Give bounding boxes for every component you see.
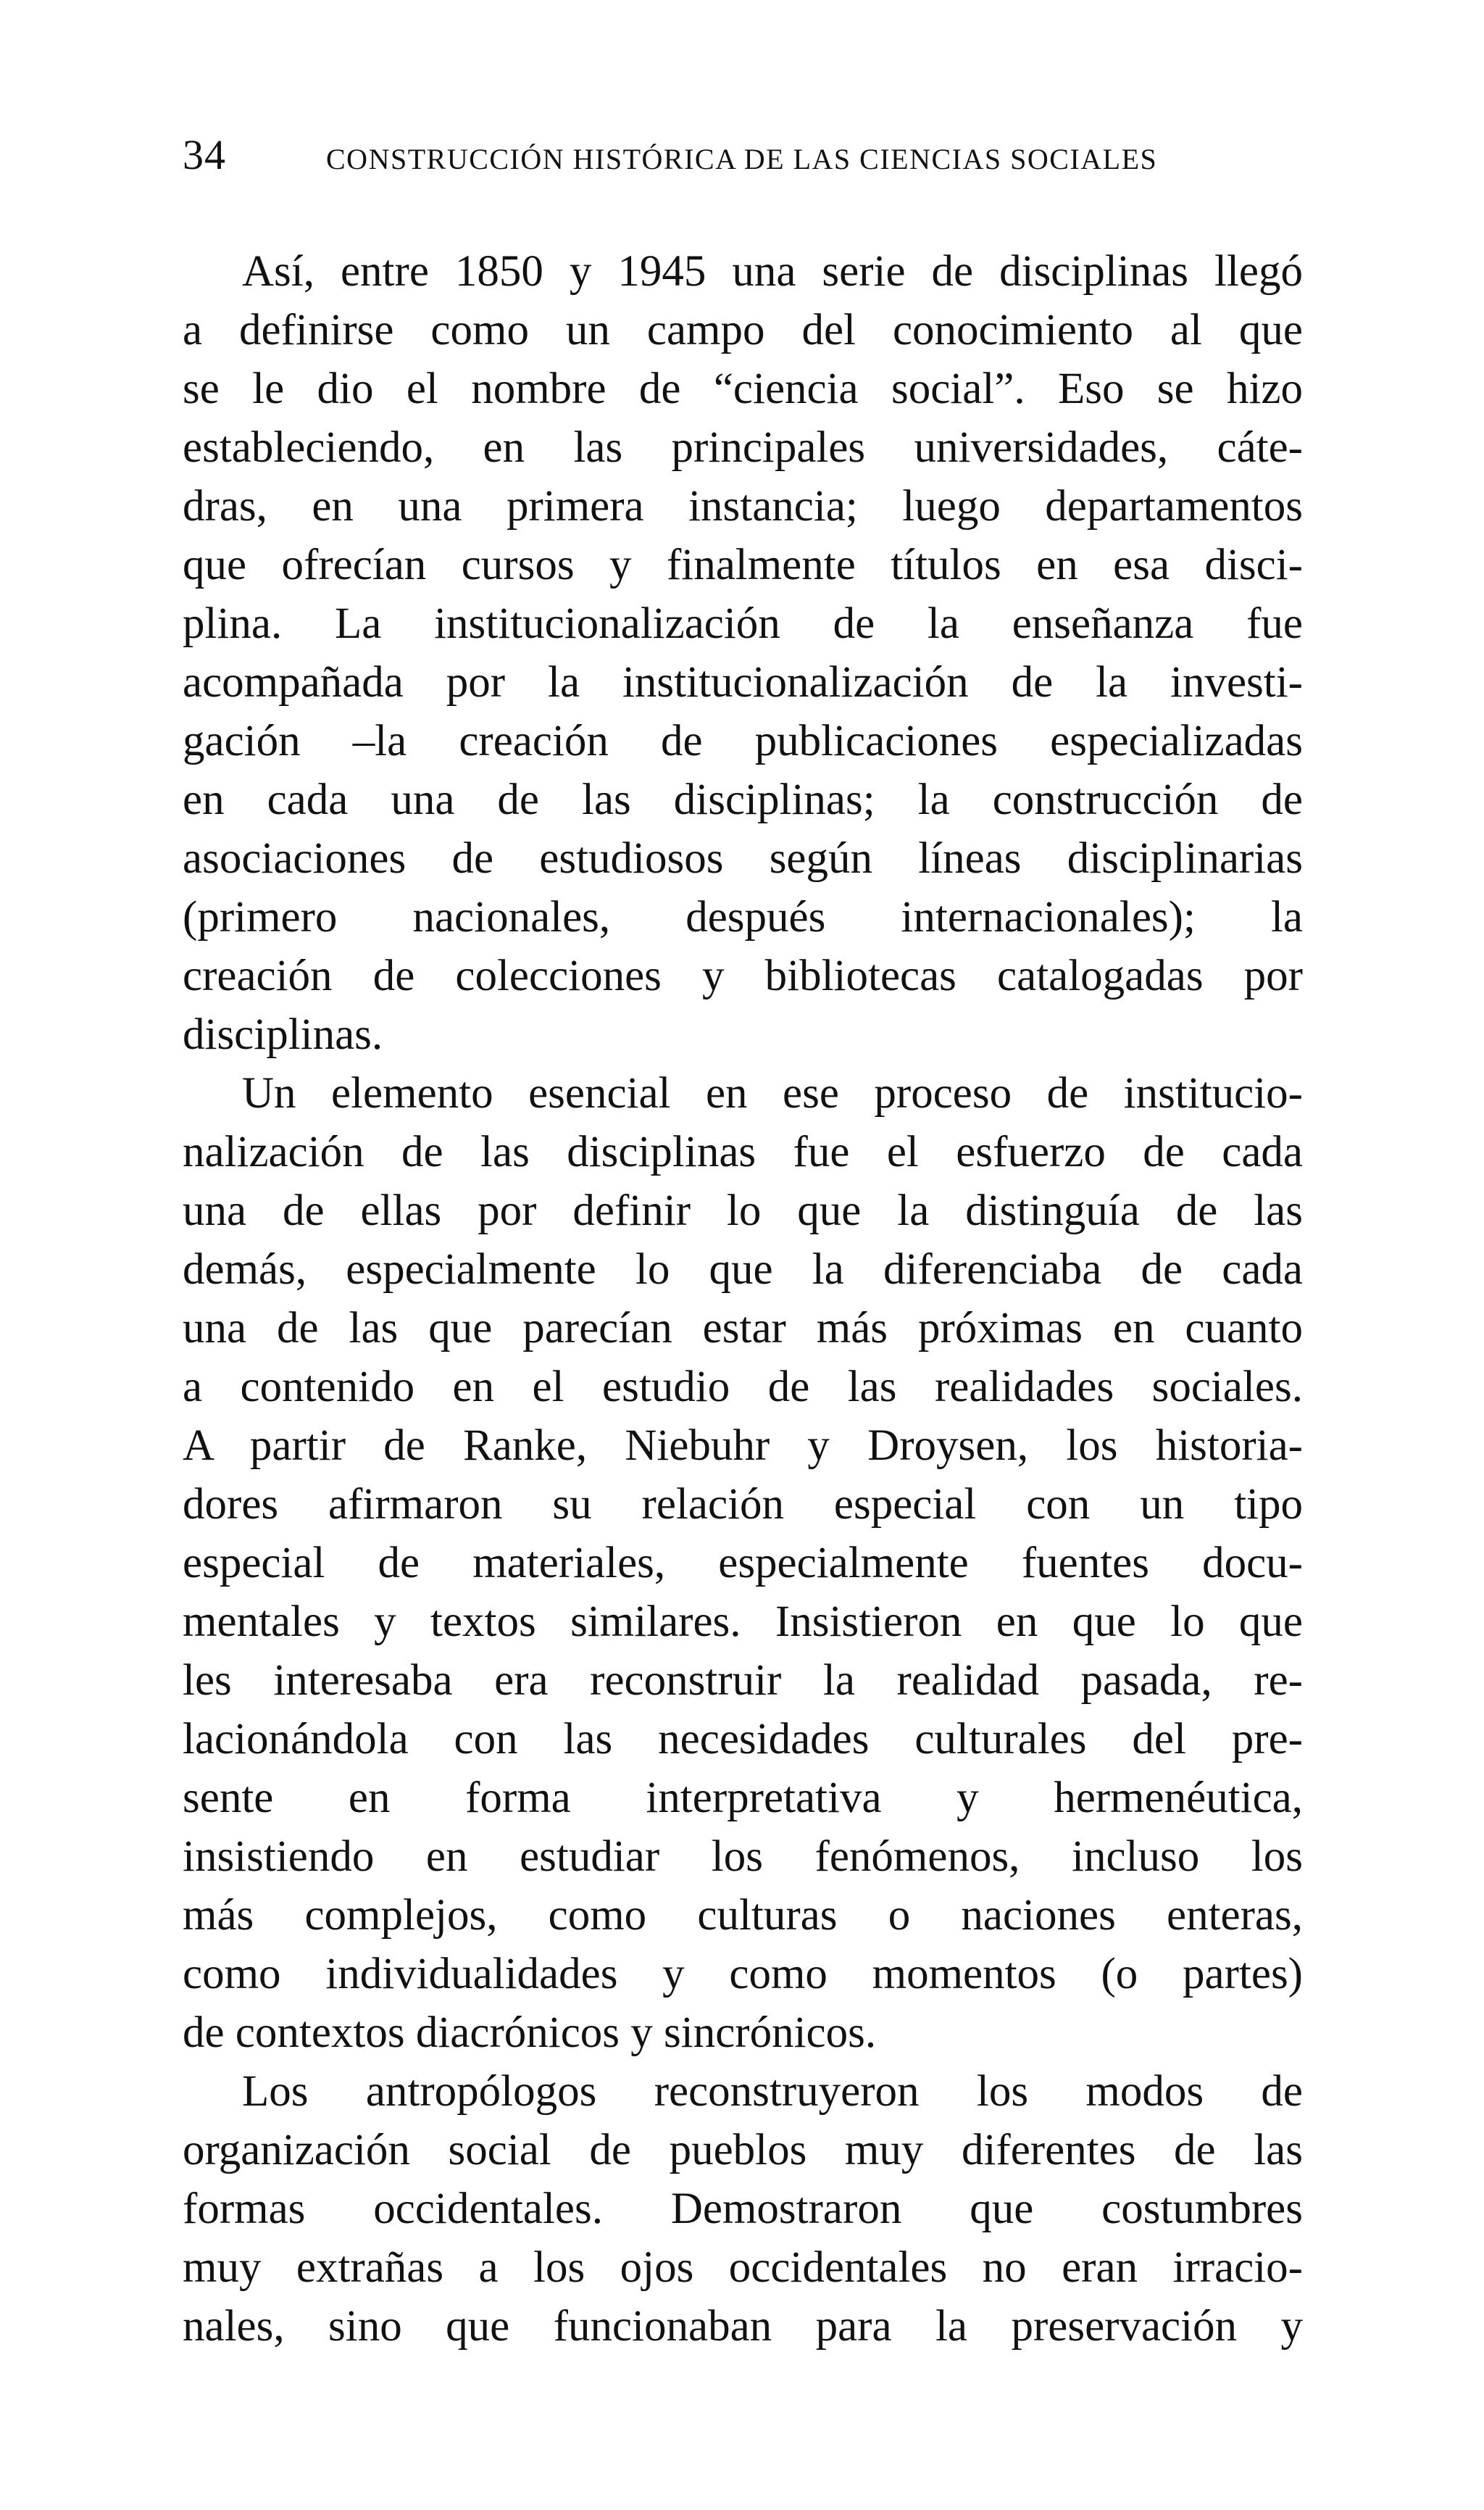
text-line: Así, entre 1850 y 1945 una serie de disciplinas llegó [242,247,1303,296]
text-line: asociaciones de estudiosos según líneas disciplinarias [183,834,1303,883]
text-line: lacionándola con las necesidades culturales del pre- [183,1715,1303,1763]
text-line: mentales y textos similares. Insistieron en que lo que [183,1597,1303,1646]
running-head [183,130,1303,188]
text-line: nalización de las disciplinas fue el esfuerzo de cada [183,1128,1303,1176]
text-line: una de las que parecían estar más próximas en cuanto [183,1304,1303,1352]
text-line: Los antropólogos reconstruyeron los modos de [242,2067,1303,2116]
text-line: Un elemento esencial en ese proceso de institucio- [242,1069,1303,1118]
text-line: una de ellas por definir lo que la distinguía de las [183,1187,1303,1235]
text-line: les interesaba era reconstruir la realidad pasada, re- [183,1656,1303,1705]
text-line: a definirse como un campo del conocimiento al que [183,306,1303,354]
text-line: gación –la creación de publicaciones especializadas [183,717,1303,765]
text-line: en cada una de las disciplinas; la construcción de [183,776,1303,824]
text-line: disciplinas. [183,1010,383,1059]
book-page [183,130,1303,2356]
text-line: que ofrecían cursos y finalmente títulos en esa disci- [183,541,1303,589]
text-line: se le dio el nombre de “ciencia social”. Eso se hizo [183,365,1303,413]
text-line: muy extrañas a los ojos occidentales no eran irracio- [183,2243,1303,2292]
text-line: estableciendo, en las principales universidades, cáte- [183,423,1303,472]
text-line: plina. La institucionalización de la enseñanza fue [183,599,1303,648]
text-line: más complejos, como culturas o naciones enteras, [183,1891,1303,1940]
text-line: como individualidades y como momentos (o partes) [183,1950,1303,1998]
text-line: demás, especialmente lo que la diferenciaba de cada [183,1245,1303,1294]
body-text [183,242,1303,2356]
text-line: formas occidentales. Demostraron que costumbres [183,2185,1303,2233]
text-line: acompañada por la institucionalización de la investi- [183,658,1303,707]
text-line: insistiendo en estudiar los fenómenos, incluso los [183,1832,1303,1881]
paragraph [183,1064,1303,2062]
text-line: a contenido en el estudio de las realidades sociales. [183,1363,1303,1411]
text-line: dores afirmaron su relación especial con un tipo [183,1480,1303,1529]
text-line: de contextos diacrónicos y sincrónicos. [183,2008,877,2057]
running-title: CONSTRUCCIÓN HISTÓRICA DE LAS CIENCIAS SOCIALES [326,143,1158,175]
text-line: organización social de pueblos muy diferentes de las [183,2126,1303,2174]
text-line: A partir de Ranke, Niebuhr y Droysen, los historia- [183,1421,1303,1470]
paragraph [183,242,1303,1064]
text-line: especial de materiales, especialmente fuentes docu- [183,1539,1303,1587]
text-line: (primero nacionales, después internacionales); la [183,893,1303,942]
page-number: 34 [183,131,226,178]
text-line: nales, sino que funcionaban para la preservación y [183,2302,1303,2351]
text-line: creación de colecciones y bibliotecas catalogadas por [183,952,1303,1000]
text-line: sente en forma interpretativa y hermenéutica, [183,1774,1303,1822]
paragraph [183,2062,1303,2356]
text-line: dras, en una primera instancia; luego departamentos [183,482,1303,531]
